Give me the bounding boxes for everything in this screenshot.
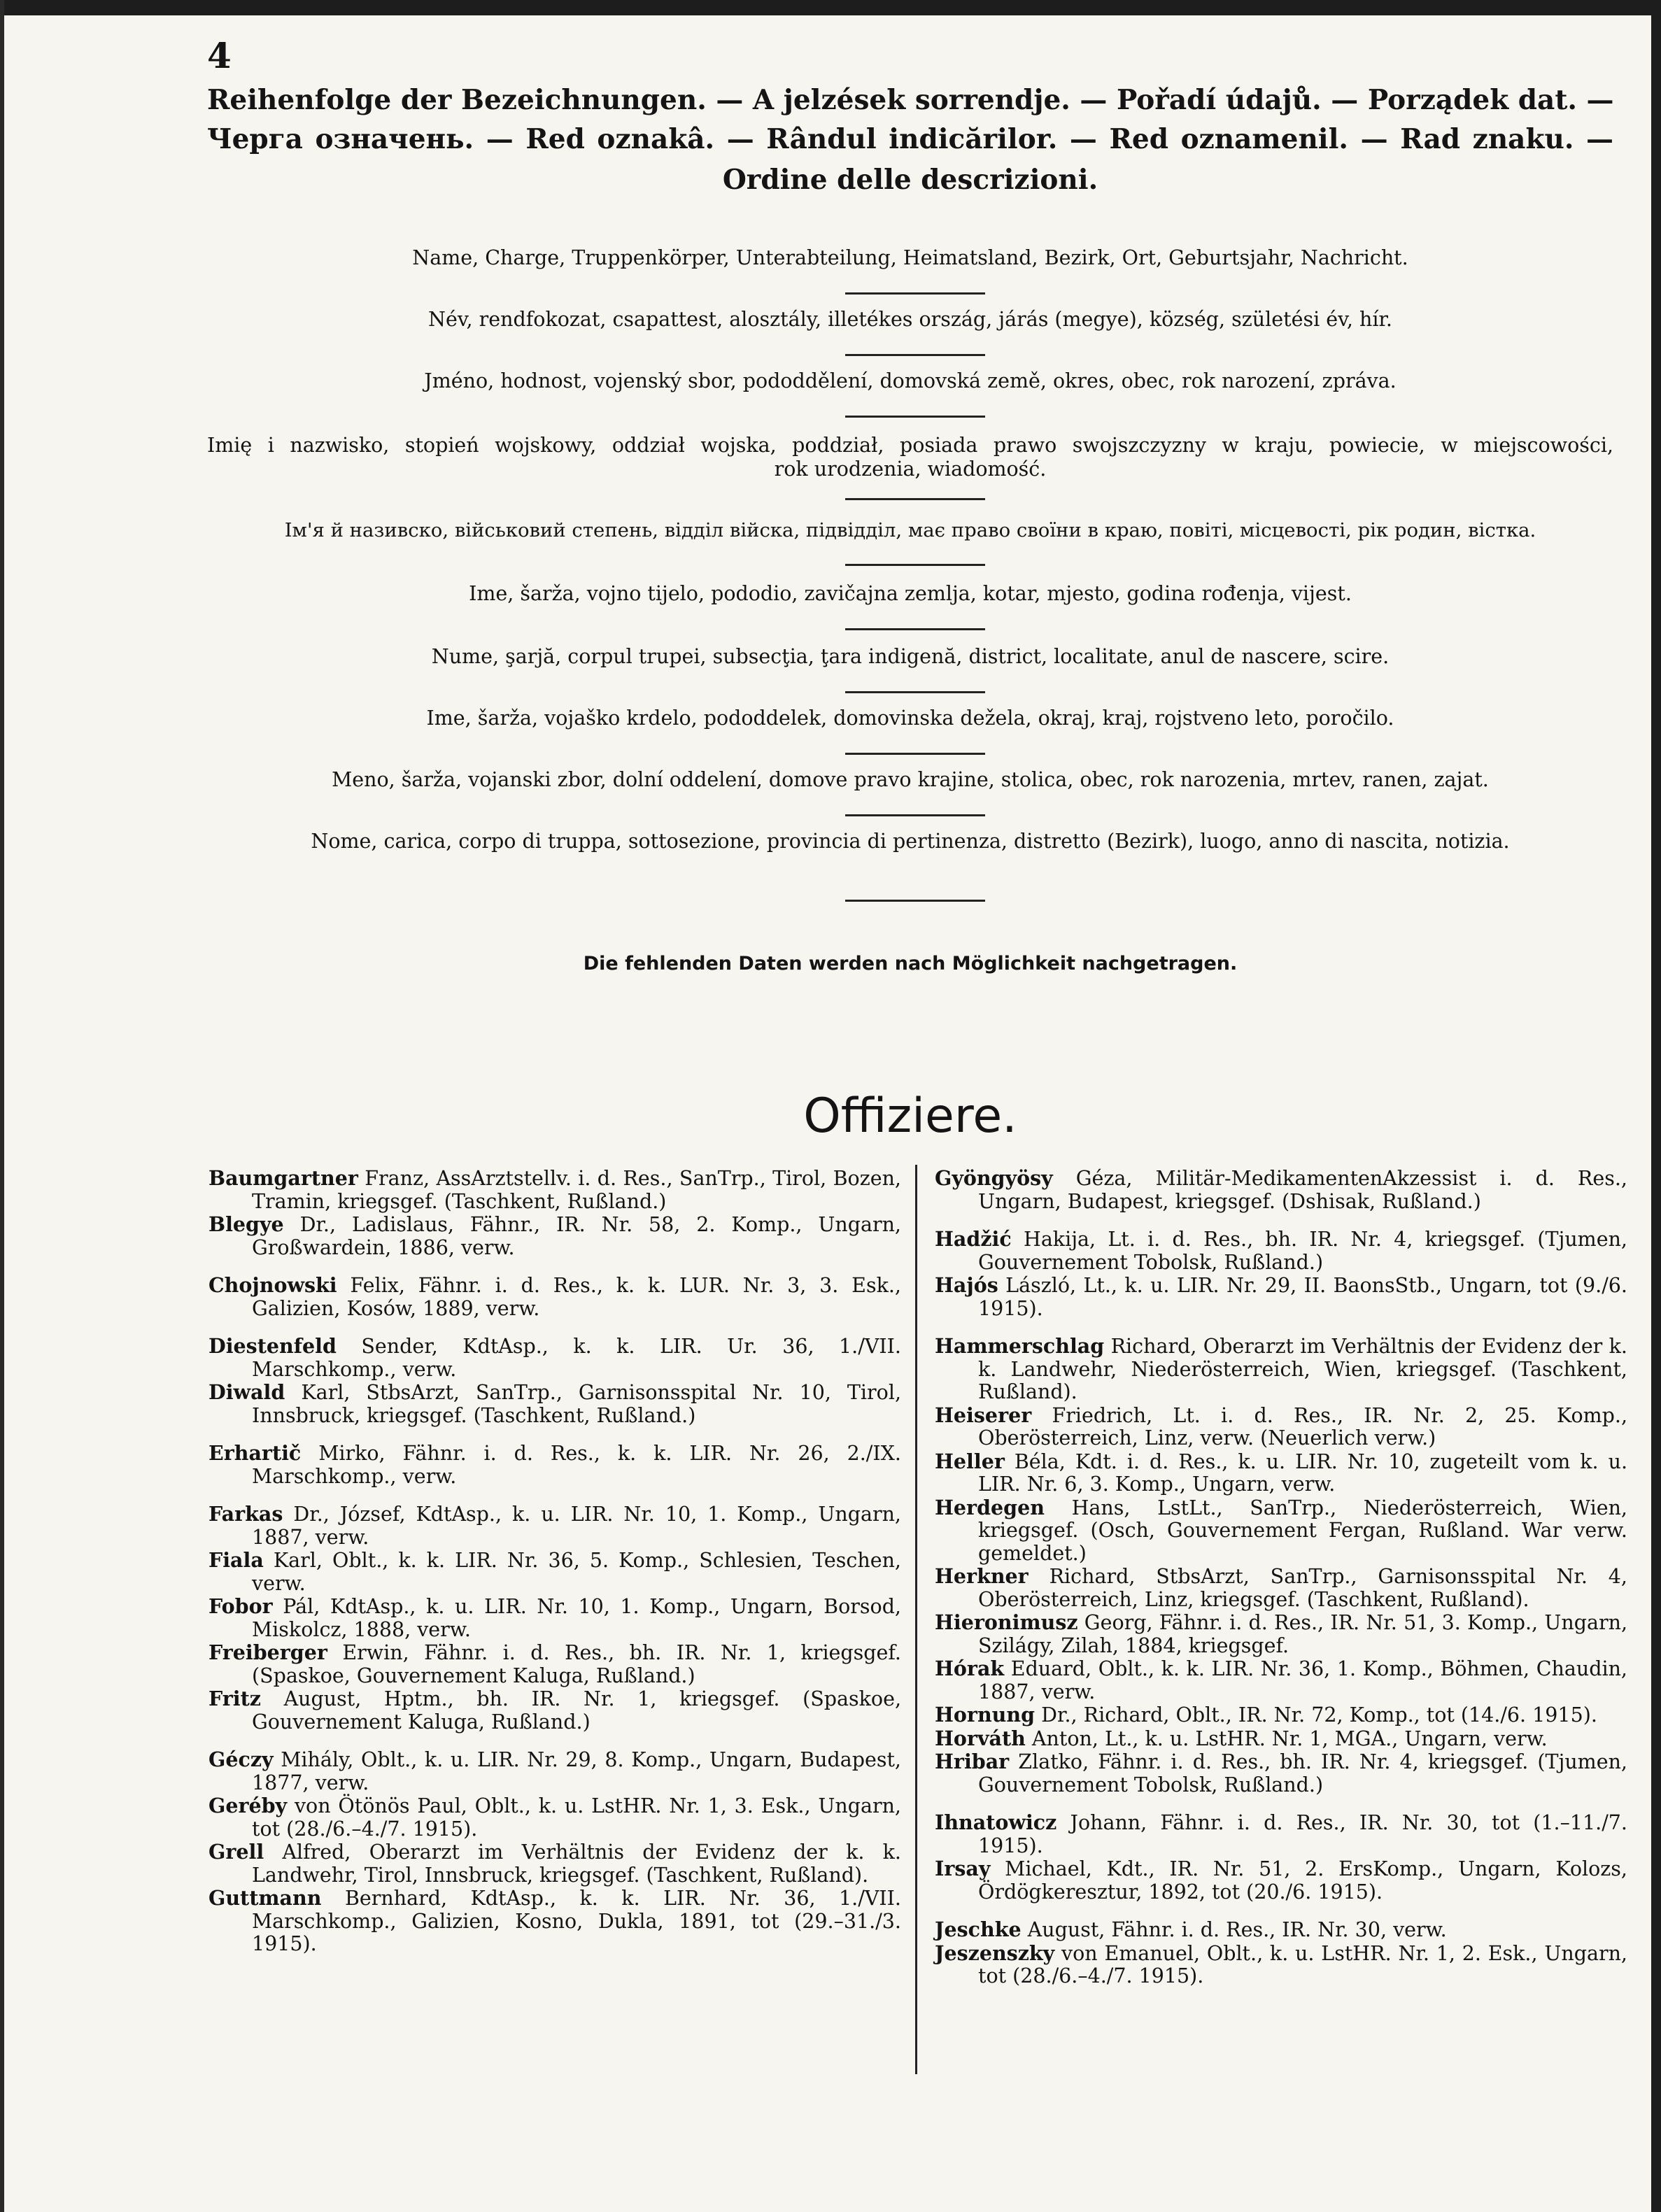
register-entry <box>935 1565 1627 1611</box>
entry-details: Dr., József, KdtAsp., k. u. LIR. Nr. 10, 1. Komp., Ungarn, 1887, verw. <box>252 1503 901 1549</box>
entry-surname: Guttmann <box>208 1886 322 1910</box>
entry-surname: Hajós <box>935 1273 998 1297</box>
divider-rule <box>845 753 985 755</box>
divider-rule <box>845 691 985 693</box>
register-entry <box>208 1641 901 1687</box>
register-entry <box>935 1450 1627 1496</box>
entry-details: Zlatko, Fähnr. i. d. Res., bh. IR. Nr. 4, kriegsgef. (Tjumen, Gouvernement Tobolsk, Rußland.) <box>978 1750 1627 1796</box>
entry-surname: Diestenfeld <box>208 1334 337 1358</box>
entry-surname: Jeszenszky <box>935 1941 1055 1965</box>
register-entry <box>935 1228 1627 1274</box>
register-entry <box>208 1549 901 1595</box>
register-entry <box>935 1811 1627 1857</box>
entry-details: Hans, LstLt., SanTrp., Niederösterreich, Wien, kriegsgef. (Osch, Gouvernement Fergan, Rußland. War verw. gemeldet.) <box>978 1496 1627 1565</box>
entry-details: Franz, AssArztstellv. i. d. Res., SanTrp., Tirol, Bozen, Tramin, kriegsgef. (Taschkent, Rußland.) <box>252 1167 901 1213</box>
legend-czech: Jméno, hodnost, vojenský sbor, pododdělení, domovská země, okres, obec, rok narození, zpráva. <box>424 369 1397 392</box>
entry-details: von Ötönös Paul, Oblt., k. u. LstHR. Nr. 1, 3. Esk., Ungarn, tot (28./6.–4./7. 1915). <box>252 1794 901 1841</box>
entry-surname: Hornung <box>935 1703 1036 1727</box>
right-column <box>935 1167 1627 1988</box>
register-entry <box>935 1857 1627 1903</box>
entry-details: Géza, Militär-MedikamentenAkzessist i. d. Res., Ungarn, Budapest, kriegsgef. (Dshisak, Rußland.) <box>978 1167 1627 1213</box>
divider-rule <box>845 628 985 630</box>
divider-rule <box>845 814 985 816</box>
legend-italian: Nome, carica, corpo di truppa, sottosezione, provincia di pertinenza, distretto (Bezirk), luogo, anno di nascita, notizia. <box>311 830 1510 853</box>
heading-line-2: Черга означень. — Red oznakâ. — Rândul indicărilor. — Red oznamenil. — Rad znaku. — <box>207 123 1613 155</box>
register-entry <box>935 1167 1627 1213</box>
register-entry <box>208 1687 901 1734</box>
divider-rule <box>845 416 985 418</box>
register-entry <box>208 1794 901 1841</box>
register-entry <box>935 1404 1627 1450</box>
legend-ukrainian: Ім'я й називско, військовий степень, відділ війска, підвідділ, має право своїни в краю, повіті, місцевості, рік родин, вістка. <box>284 519 1536 541</box>
register-entry <box>935 1703 1627 1727</box>
entry-surname: Hórak <box>935 1657 1005 1680</box>
entry-surname: Diwald <box>208 1380 285 1404</box>
entry-surname: Erhartič <box>208 1441 302 1465</box>
legend-polish <box>207 434 1613 481</box>
legend-slovak: Meno, šarža, vojanski zbor, dolní oddelení, domove pravo krajine, stolica, obec, rok narozenia, mrtev, ranen, zajat. <box>332 768 1489 791</box>
entry-details: Alfred, Oberarzt im Verhältnis der Evidenz der k. k. Landwehr, Tirol, Innsbruck, kriegsgef. (Taschkent, Rußland). <box>252 1841 901 1887</box>
entry-details: Erwin, Fähnr. i. d. Res., bh. IR. Nr. 1, kriegsgef. (Spaskoe, Gouvernement Kaluga, Rußland.) <box>252 1641 901 1687</box>
entry-details: Mirko, Fähnr. i. d. Res., k. k. LIR. Nr. 26, 2./IX. Marschkomp., verw. <box>252 1442 901 1488</box>
left-column <box>208 1167 901 1956</box>
register-entry <box>935 1918 1627 1942</box>
entry-details: August, Hptm., bh. IR. Nr. 1, kriegsgef. (Spaskoe, Gouvernement Kaluga, Rußland.) <box>252 1687 901 1734</box>
entry-surname: Blegye <box>208 1212 284 1236</box>
entry-surname: Chojnowski <box>208 1273 337 1297</box>
entry-details: Karl, Oblt., k. k. LIR. Nr. 36, 5. Komp., Schlesien, Teschen, verw. <box>252 1549 901 1595</box>
entry-details: Friedrich, Lt. i. d. Res., IR. Nr. 2, 25. Komp., Oberösterreich, Linz, verw. (Neuerlich verw.) <box>978 1403 1627 1449</box>
scan-edge-top <box>0 0 1661 15</box>
entry-details: Michael, Kdt., IR. Nr. 51, 2. ErsKomp., Ungarn, Kolozs, Ördögkeresztur, 1892, tot (20./6. 1915). <box>978 1857 1627 1903</box>
divider-rule <box>845 900 985 902</box>
legend-polish-line-2: rok urodzenia, wiadomość. <box>774 458 1047 481</box>
register-entry <box>208 1887 901 1956</box>
legend-romanian: Nume, şarjă, corpul trupei, subsecţia, ţara indigenă, district, localitate, anul de nascere, scire. <box>431 645 1390 668</box>
entry-surname: Hammerschlag <box>935 1334 1105 1358</box>
legend-slovenian: Ime, šarža, vojaško krdelo, pododdelek, domovinska dežela, okraj, kraj, rojstveno leto, poročilo. <box>426 707 1394 730</box>
entry-details: Pál, KdtAsp., k. u. LIR. Nr. 10, 1. Komp., Ungarn, Borsod, Miskolcz, 1888, verw. <box>252 1595 901 1641</box>
entry-surname: Irsay <box>935 1857 991 1880</box>
register-entry <box>208 1167 901 1213</box>
register-entry <box>208 1381 901 1427</box>
entry-surname: Horváth <box>935 1726 1026 1750</box>
register-entry <box>935 1942 1627 1988</box>
register-entry <box>935 1496 1627 1566</box>
entry-surname: Farkas <box>208 1502 283 1526</box>
register-entry <box>208 1595 901 1641</box>
register-entry <box>935 1750 1627 1796</box>
entry-details: László, Lt., k. u. LIR. Nr. 29, II. BaonsStb., Ungarn, tot (9./6. 1915). <box>978 1274 1627 1320</box>
legend-croatian: Ime, šarža, vojno tijelo, pododio, zavičajna zemlja, kotar, mjesto, godina rođenja, vijest. <box>469 582 1352 605</box>
register-entry <box>208 1503 901 1549</box>
entry-details: Bernhard, KdtAsp., k. k. LIR. Nr. 36, 1./VII. Marschkomp., Galizien, Kosno, Dukla, 1891, tot (29.–31./3. 1915). <box>252 1887 901 1955</box>
register-entry <box>208 1841 901 1887</box>
column-divider <box>915 1165 917 2074</box>
entry-surname: Geréby <box>208 1794 288 1817</box>
legend-polish-line-1: Imię i nazwisko, stopień wojskowy, oddział wojska, poddział, posiada prawo swojszczyzny w kraju, powiecie, w miejscowości, <box>207 434 1613 457</box>
entry-surname: Fiala <box>208 1548 264 1572</box>
register-entry <box>208 1274 901 1320</box>
register-entry <box>208 1748 901 1794</box>
register-entry <box>935 1611 1627 1657</box>
page-number: 4 <box>207 35 232 76</box>
register-entry <box>935 1274 1627 1320</box>
entry-details: Hakija, Lt. i. d. Res., bh. IR. Nr. 4, kriegsgef. (Tjumen, Gouvernement Tobolsk, Rußland.) <box>978 1228 1627 1274</box>
register-entry <box>935 1335 1627 1404</box>
heading-line-3: Ordine delle descrizioni. <box>722 164 1098 196</box>
missing-data-note: Die fehlenden Daten werden nach Möglichkeit nachgetragen. <box>583 953 1238 974</box>
entry-details: Anton, Lt., k. u. LstHR. Nr. 1, MGA., Ungarn, verw. <box>1025 1727 1548 1750</box>
entry-details: Béla, Kdt. i. d. Res., k. u. LIR. Nr. 10, zugeteilt vom k. u. LIR. Nr. 6, 3. Komp., Ungarn, verw. <box>978 1449 1627 1496</box>
register-entry <box>208 1213 901 1259</box>
entry-surname: Herkner <box>935 1564 1029 1588</box>
register-entry <box>935 1657 1627 1703</box>
entry-details: Johann, Fähnr. i. d. Res., IR. Nr. 30, tot (1.–11./7. 1915). <box>978 1811 1627 1857</box>
entry-surname: Grell <box>208 1840 264 1864</box>
scan-edge-left <box>0 0 4 2212</box>
register-entry <box>208 1442 901 1488</box>
entry-details: Dr., Ladislaus, Fähnr., IR. Nr. 58, 2. Komp., Ungarn, Großwardein, 1886, verw. <box>252 1213 901 1259</box>
entry-details: Richard, StbsArzt, SanTrp., Garnisonsspital Nr. 4, Oberösterreich, Linz, kriegsgef. (Taschkent, Rußland). <box>978 1565 1627 1611</box>
legend-german: Name, Charge, Truppenkörper, Unterabteilung, Heimatsland, Bezirk, Ort, Geburtsjahr, Nachricht. <box>412 246 1408 269</box>
entry-surname: Hribar <box>935 1750 1010 1773</box>
entry-details: Eduard, Oblt., k. k. LIR. Nr. 36, 1. Komp., Böhmen, Chaudin, 1887, verw. <box>978 1657 1627 1703</box>
entry-surname: Gyöngyösy <box>935 1166 1053 1190</box>
entry-details: von Emanuel, Oblt., k. u. LstHR. Nr. 1, 2. Esk., Ungarn, tot (28./6.–4./7. 1915). <box>978 1941 1627 1987</box>
entry-details: Sender, KdtAsp., k. k. LIR. Ur. 36, 1./VII. Marschkomp., verw. <box>252 1335 901 1381</box>
entry-surname: Heller <box>935 1449 1005 1473</box>
entry-details: Karl, StbsArzt, SanTrp., Garnisonsspital Nr. 10, Tirol, Innsbruck, kriegsgef. (Taschkent, Rußland.) <box>252 1381 901 1427</box>
entry-surname: Hieronimusz <box>935 1610 1078 1634</box>
section-title: Offiziere. <box>803 1089 1017 1144</box>
entry-surname: Ihnatowicz <box>935 1810 1057 1834</box>
register-entry <box>935 1727 1627 1751</box>
entry-surname: Fobor <box>208 1594 273 1618</box>
entry-details: Mihály, Oblt., k. u. LIR. Nr. 29, 8. Komp., Ungarn, Budapest, 1877, verw. <box>252 1748 901 1794</box>
entry-surname: Fritz <box>208 1687 261 1710</box>
scan-edge-right <box>1651 0 1661 2212</box>
entry-details: August, Fähnr. i. d. Res., IR. Nr. 30, verw. <box>1021 1918 1447 1941</box>
entry-details: Richard, Oberarzt im Verhältnis der Evidenz der k. k. Landwehr, Niederösterreich, Wien, kriegsgef. (Taschkent, Rußland). <box>978 1335 1627 1403</box>
entry-details: Dr., Richard, Oblt., IR. Nr. 72, Komp., tot (14./6. 1915). <box>1035 1703 1597 1727</box>
divider-rule <box>845 564 985 566</box>
divider-rule <box>845 498 985 500</box>
entry-surname: Heiserer <box>935 1403 1032 1427</box>
legend-hungarian: Név, rendfokozat, csapattest, alosztály, illetékes ország, járás (megye), község, születési év, hír. <box>428 308 1392 331</box>
entry-surname: Jeschke <box>935 1917 1022 1941</box>
entry-details: Georg, Fähnr. i. d. Res., IR. Nr. 51, 3. Komp., Ungarn, Szilágy, Zilah, 1884, kriegsgef. <box>978 1611 1627 1657</box>
entry-surname: Baumgartner <box>208 1166 358 1190</box>
heading-line-1: Reihenfolge der Bezeichnungen. — A jelzések sorrendje. — Pořadí údajů. — Porządek dat. — <box>207 84 1614 116</box>
entry-details: Felix, Fähnr. i. d. Res., k. k. LUR. Nr. 3, 3. Esk., Galizien, Kosów, 1889, verw. <box>252 1274 901 1320</box>
entry-surname: Hadžić <box>935 1227 1012 1251</box>
divider-rule <box>845 354 985 356</box>
entry-surname: Géczy <box>208 1747 274 1771</box>
register-entry <box>208 1335 901 1381</box>
entry-surname: Herdegen <box>935 1495 1045 1519</box>
entry-surname: Freiberger <box>208 1640 327 1664</box>
divider-rule <box>845 292 985 295</box>
